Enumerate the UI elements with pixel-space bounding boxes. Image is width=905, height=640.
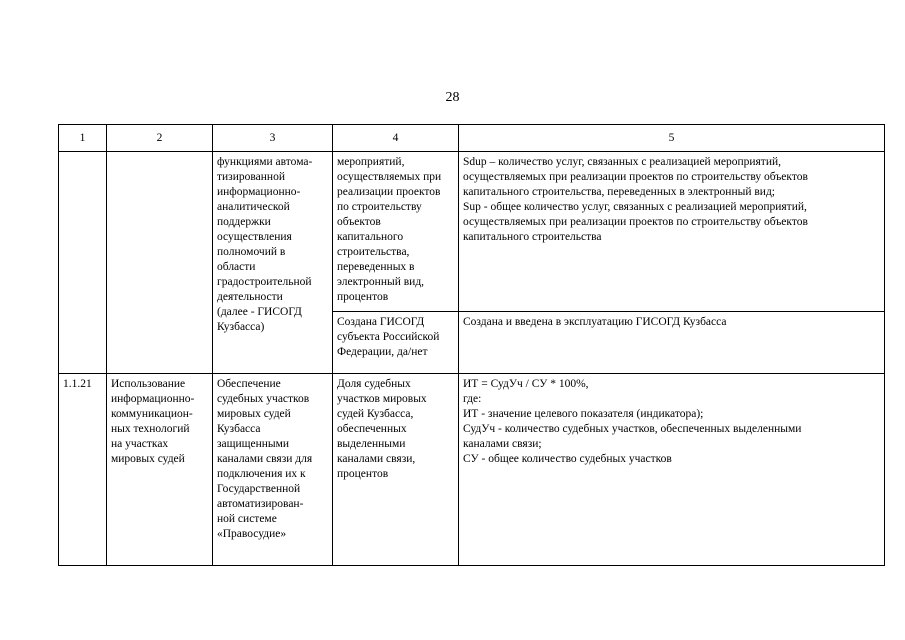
table-row <box>59 374 885 566</box>
header-col-2: 2 <box>107 125 213 152</box>
table-row <box>59 152 885 312</box>
header-col-4: 4 <box>333 125 459 152</box>
indicators-table <box>58 124 885 566</box>
continuation-number-cell <box>59 152 107 374</box>
row-event-cell: Использование информационно- коммуникацион- ных технологий на участках мировых судей <box>107 374 213 566</box>
row-goal-cell: Обеспечение судебных участков мировых судей Кузбасса защищенными каналами связи для подключения их к Государственной автоматизирован- ной системе «Правосудие» <box>213 374 333 566</box>
gisogd-indicator-cell: Создана ГИСОГД субъекта Российской Федерации, да/нет <box>333 312 459 374</box>
continuation-name-cell <box>107 152 213 374</box>
header-col-1: 1 <box>59 125 107 152</box>
continuation-formula-cell: Sdup – количество услуг, связанных с реализацией мероприятий, осуществляемых при реализации проектов по строительству объектов капитального строительства, переведенных в электронный вид; Sup - общее количество услуг, связанных с реализацией мероприятий, осуществляемых при реализации проектов по строительству объектов капитального строительства <box>459 152 885 312</box>
row-number-cell: 1.1.21 <box>59 374 107 566</box>
header-col-3: 3 <box>213 125 333 152</box>
gisogd-formula-cell: Создана и введена в эксплуатацию ГИСОГД Кузбасса <box>459 312 885 374</box>
continuation-goal-cell: функциями автома- тизированной информационно- аналитической поддержки осуществления полномочий в области градостроительной деятельности (далее - ГИСОГД Кузбасса) <box>213 152 333 374</box>
row-formula-cell: ИТ = СудУч / СУ * 100%, где: ИТ - значение целевого показателя (индикатора); СудУч - количество судебных участков, обеспеченных выделенными каналами связи; СУ - общее количество судебных участков <box>459 374 885 566</box>
page-number: 28 <box>445 90 460 105</box>
header-col-5: 5 <box>459 125 885 152</box>
table-header-row <box>59 125 885 152</box>
continuation-indicator-cell: мероприятий, осуществляемых при реализации проектов по строительству объектов капитального строительства, переведенных в электронный вид, процентов <box>333 152 459 312</box>
row-indicator-cell: Доля судебных участков мировых судей Кузбасса, обеспеченных выделенными каналами связи, процентов <box>333 374 459 566</box>
